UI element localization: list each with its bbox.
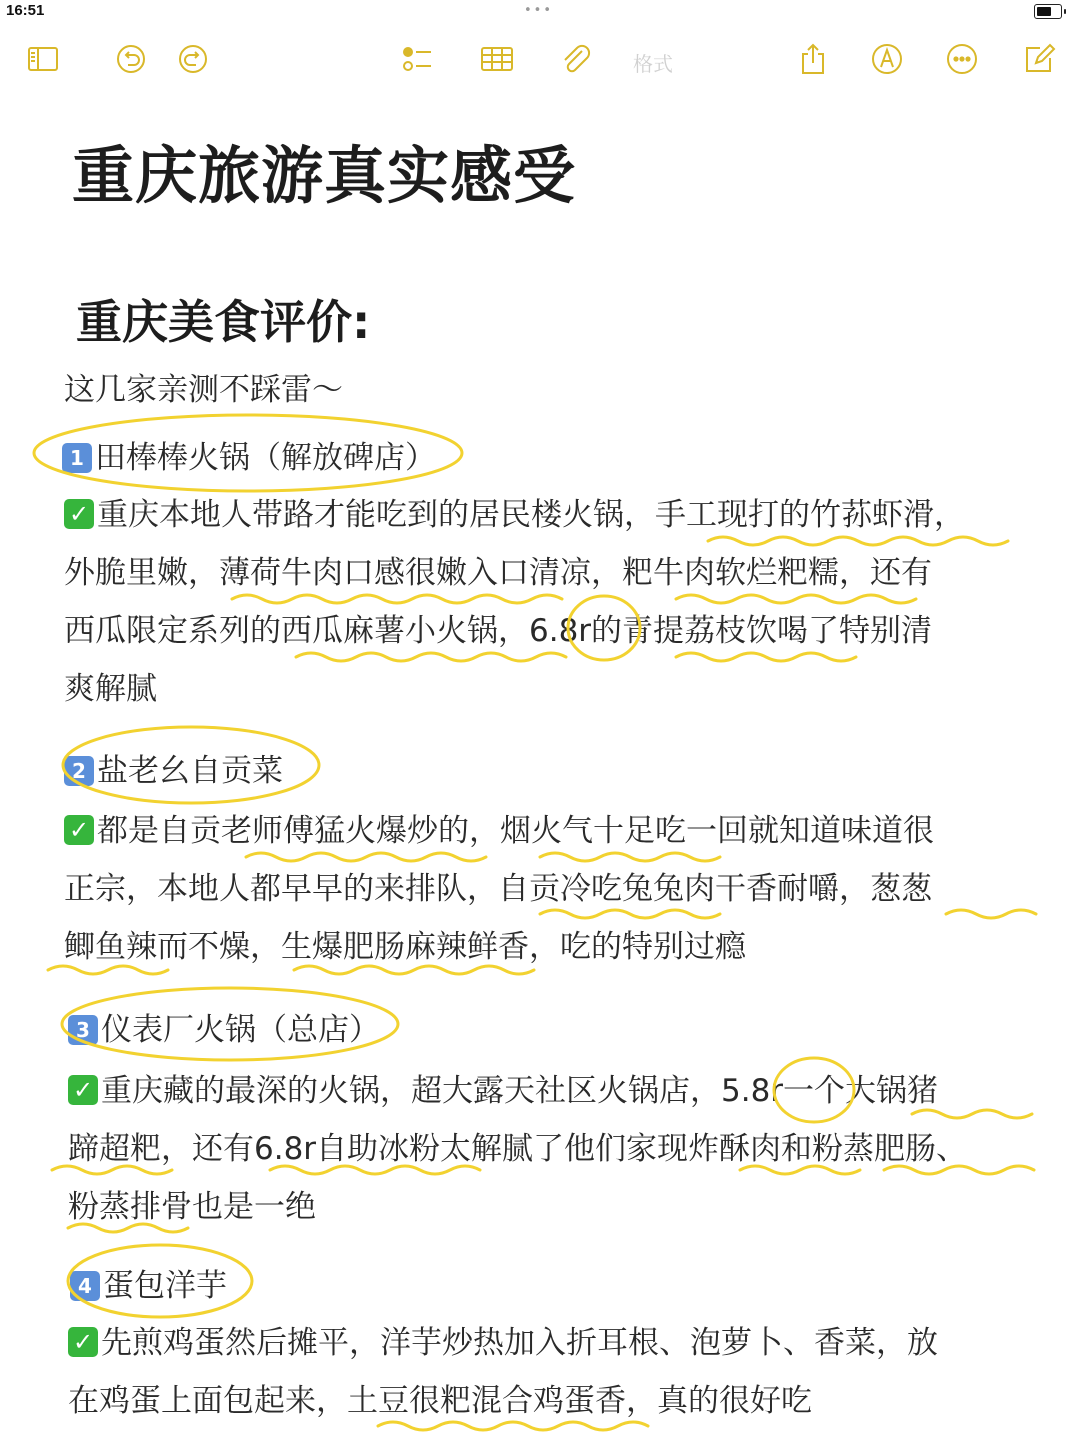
item-3-heading [68,1004,380,1049]
check-mark-icon: ✓ [64,499,94,529]
item-2-description [64,802,934,976]
item-1-name: 田棒棒火锅（解放碑店） [95,440,436,476]
status-bar [0,0,1080,26]
battery-icon [1034,4,1062,19]
sidebar-icon[interactable] [24,40,62,78]
item-3-line: ✓ 重庆藏的最深的火锅，超大露天社区火锅店，5.8r一个大锅猪 [68,1062,967,1120]
item-2-heading [64,745,283,790]
number-badge-icon: 2 [64,756,94,786]
item-3-description [68,1062,967,1236]
undo-icon[interactable] [112,40,150,78]
status-time: 16:51 [6,2,45,19]
compose-icon[interactable] [1020,40,1058,78]
markup-icon[interactable] [868,40,906,78]
checklist-icon[interactable] [398,40,436,78]
item-3-line: 蹄超粑，还有6.8r自助冰粉太解腻了他们家现炸酥肉和粉蒸肥肠、 [68,1131,968,1167]
check-mark-icon: ✓ [68,1327,98,1357]
underline-annotation [946,910,1036,918]
number-badge-icon: 1 [62,443,92,473]
table-icon[interactable] [478,40,516,78]
item-1-description [64,486,965,718]
item-1-heading [62,432,436,477]
item-4-line: 在鸡蛋上面包起来，土豆很粑混合鸡蛋香，真的很好吃 [68,1383,812,1419]
attachment-icon[interactable] [556,40,594,78]
note-title: 重庆旅游真实感受 [72,139,577,212]
item-1-line: 外脆里嫩，薄荷牛肉口感很嫩入口清凉，粑牛肉软烂粑糯，还有 [64,555,932,591]
item-4-description [68,1314,938,1430]
intro-text: 这几家亲测不踩雷～ [64,372,343,408]
format-button[interactable]: 格式 [633,52,673,76]
item-1-line: ✓ 重庆本地人带路才能吃到的居民楼火锅，手工现打的竹荪虾滑， [64,486,965,544]
number-badge-icon: 4 [70,1271,100,1301]
more-icon[interactable] [943,40,981,78]
item-2-line: 鲫鱼辣而不燥，生爆肥肠麻辣鲜香，吃的特别过瘾 [64,929,746,965]
item-2-line: 正宗，本地人都早早的来排队，自贡冷吃兔兔肉干香耐嚼，葱葱 [64,871,932,907]
item-1-line: 爽解腻 [64,671,157,707]
notes-toolbar [0,36,1080,82]
check-mark-icon: ✓ [64,815,94,845]
item-4-heading [70,1260,227,1305]
item-4-name: 蛋包洋芋 [103,1268,227,1304]
item-3-name: 仪表厂火锅（总店） [101,1012,380,1048]
item-2-name: 盐老幺自贡菜 [97,753,283,789]
redo-icon[interactable] [174,40,212,78]
section-title: 重庆美食评价: [76,295,371,349]
item-4-line: ✓ 先煎鸡蛋然后摊平，洋芋炒热加入折耳根、泡萝卜、香菜，放 [68,1314,938,1372]
multitask-dots[interactable]: ••• [524,3,554,18]
item-2-line: ✓ 都是自贡老师傅猛火爆炒的，烟火气十足吃一回就知道味道很 [64,802,934,860]
item-3-line: 粉蒸排骨也是一绝 [68,1189,316,1225]
check-mark-icon: ✓ [68,1075,98,1105]
item-1-line: 西瓜限定系列的西瓜麻薯小火锅，6.8r的青提荔枝饮喝了特别清 [64,613,933,649]
number-badge-icon: 3 [68,1015,98,1045]
share-icon[interactable] [794,40,832,78]
